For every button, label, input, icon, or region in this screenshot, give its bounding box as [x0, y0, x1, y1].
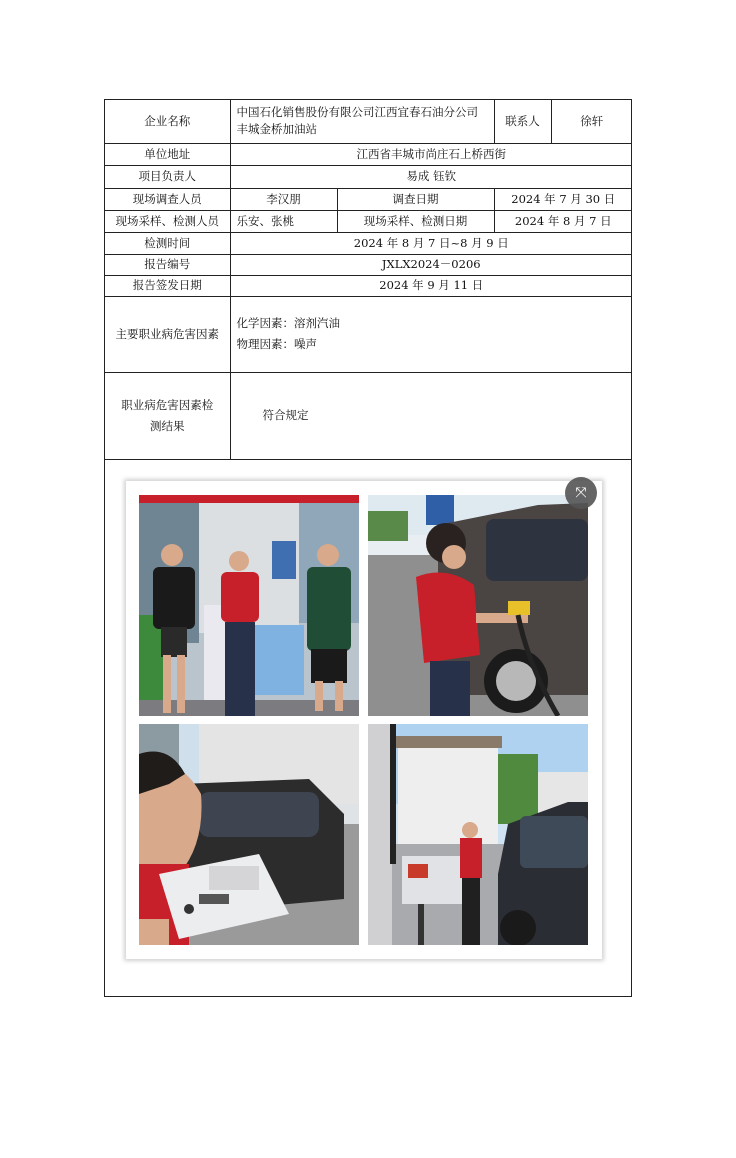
address-value: 江西省丰城市尚庄石上桥西街 — [230, 143, 632, 165]
photo-collage[interactable] — [126, 481, 602, 959]
expand-icon[interactable]: ⤧ — [565, 477, 597, 509]
survey-date-label: 调查日期 — [337, 188, 494, 210]
manager-value: 易成 钰钦 — [230, 165, 632, 188]
hazard-physical: 物理因素：噪声 — [236, 337, 317, 351]
company-value: 中国石化销售股份有限公司江西宜春石油分公司丰城金桥加油站 — [230, 100, 494, 143]
photo-sampling-pump — [368, 724, 588, 945]
info-table — [105, 100, 632, 460]
sampler-value: 乐安、张桃 — [230, 210, 337, 232]
investigator-label: 现场调查人员 — [105, 188, 230, 210]
issue-date-value: 2024 年 9 月 11 日 — [230, 275, 632, 296]
photo-noise-meter — [139, 724, 359, 945]
sampling-date-value: 2024 年 8 月 7 日 — [494, 210, 632, 232]
report-no-label: 报告编号 — [105, 254, 230, 275]
survey-date-value: 2024 年 7 月 30 日 — [494, 188, 632, 210]
issue-date-label: 报告签发日期 — [105, 275, 230, 296]
report-page — [104, 99, 632, 997]
detect-time-value: 2024 年 8 月 7 日~8 月 9 日 — [230, 232, 632, 254]
sampler-label: 现场采样、检测人员 — [105, 210, 230, 232]
report-no-value: JXLX2024－0206 — [230, 254, 632, 275]
hazards-label: 主要职业病危害因素 — [105, 296, 230, 372]
detect-time-label: 检测时间 — [105, 232, 230, 254]
photo-staff-group — [139, 495, 359, 716]
investigator-value: 李汉朋 — [230, 188, 337, 210]
address-label: 单位地址 — [105, 143, 230, 165]
hazard-chemical: 化学因素：溶剂汽油 — [236, 316, 340, 330]
result-label: 职业病危害因素检测结果 — [105, 372, 230, 459]
manager-label: 项目负责人 — [105, 165, 230, 188]
result-value: 符合规定 — [230, 372, 632, 459]
contact-label: 联系人 — [494, 100, 551, 143]
company-label: 企业名称 — [105, 100, 230, 143]
contact-value: 徐轩 — [551, 100, 632, 143]
photo-refuelling — [368, 495, 588, 716]
sampling-date-label: 现场采样、检测日期 — [337, 210, 494, 232]
hazards-value — [230, 296, 632, 372]
